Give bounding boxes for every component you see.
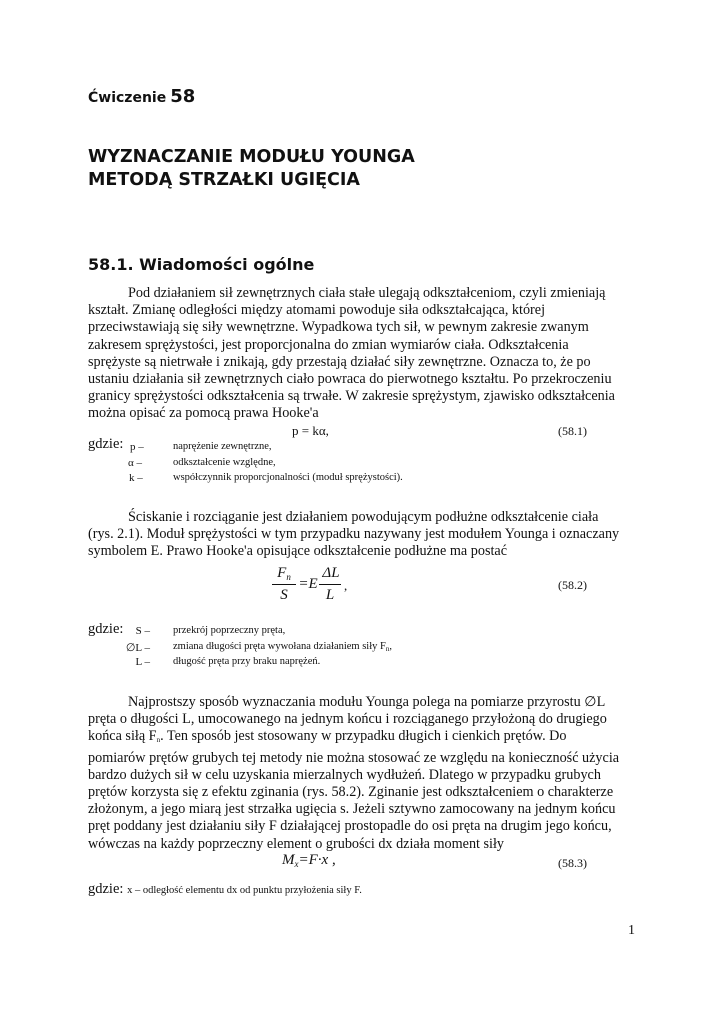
legend-1-text: współczynnik proporcjonalności (moduł sprężystości).	[173, 472, 403, 483]
page-number: 1	[628, 923, 635, 938]
paragraph-line: wówczas na każdy poprzeczny element o grubości dx działa moment siły	[88, 835, 505, 852]
legend-2-label: gdzie:	[88, 621, 124, 637]
fraction-bar	[319, 584, 341, 585]
fraction-numerator: $F_n$	[277, 565, 291, 582]
paragraph-line: symbolem E. Prawo Hooke'a opisujące odkształcenie podłużne ma postać	[88, 543, 507, 560]
exercise-number: 58	[170, 86, 196, 107]
paragraph-line: kształt. Zmianę odległości między atomami powoduje siła odkształcająca, której	[88, 302, 546, 319]
legend-2-text: przekrój poprzeczny pręta,	[173, 625, 286, 636]
fraction-denominator: L	[325, 587, 335, 603]
paragraph-line: przeciwstawiają się siły wewnętrzne. Wypadkowa tych sił, w pewnym zakresie zwanym	[88, 319, 589, 336]
legend-2-text: długość pręta przy braku naprężeń.	[173, 656, 321, 667]
paragraph-line: bardzo dużych sił w celu uzyskania mierzalnych wydłużeń. Dlatego w przypadku grubych	[88, 766, 601, 783]
equation-58-3: $M_x=F\cdot x$ ,	[282, 852, 336, 869]
paragraph-line: końca siłą Fn. Ten sposób jest stosowany w przypadku długich i cienkich prętów. Do	[88, 728, 567, 745]
legend-1-label: gdzie:	[88, 436, 124, 452]
paragraph-line: zakresem sprężystości, jest proporcjonalna do zmian wymiarów ciała. Odkształcenia	[88, 336, 569, 353]
equation-number-58-2: (58.2)	[558, 578, 587, 592]
legend-1-symbol: α –	[128, 457, 143, 469]
legend-3-text: x – odległość elementu dx od punktu przyłożenia siły F.	[127, 885, 362, 896]
title-line-1: WYZNACZANIE MODUŁU YOUNGA	[88, 147, 415, 167]
document-title	[88, 146, 415, 192]
paragraph-line: Pod działaniem sił zewnętrznych ciała stałe ulegają odkształceniom, czyli zmieniają	[128, 285, 606, 301]
legend-2-text: zmiana długości pręta wywołana działaniem siły Fn,	[173, 641, 392, 653]
legend-3-label: gdzie:	[88, 881, 124, 897]
equation-number-58-1: (58.1)	[558, 424, 587, 438]
equation-number-58-3: (58.3)	[558, 856, 587, 870]
fraction-denominator: S	[280, 587, 288, 603]
fraction-numerator: ΔL	[322, 565, 340, 581]
paragraph-line: granicy sprężystości odkształcenia są trwałe. W zakresie sprężystym, zjawisko odkształcenia	[88, 388, 615, 405]
paragraph-line: pomiarów prętów grubych tej metody nie można stosować ze względu na konieczność użycia	[88, 749, 620, 766]
section-heading: 58.1. Wiadomości ogólne	[88, 255, 315, 274]
paragraph-line: (rys. 2.1). Moduł sprężystości w tym przypadku nazywany jest modułem Younga i oznaczany	[88, 526, 620, 543]
exercise-word: Ćwiczenie	[88, 90, 167, 106]
paragraph-line: złożonym, a jego miarą jest strzałka ugięcia s. Jeżeli sztywno zamocowany na jednym końcu	[88, 801, 616, 818]
paragraph-line: można opisać za pomocą prawa Hooke'a	[88, 405, 319, 422]
paragraph-line: Najprostszy sposób wyznaczania modułu Younga polega na pomiarze przyrostu ∅L	[128, 694, 606, 710]
paragraph-line: pręta o długości L, umocowanego na jednym końcu i rozciąganego przyłożoną do drugiego	[88, 711, 607, 728]
title-line-2: METODĄ STRZAŁKI UGIĘCIA	[88, 170, 360, 190]
legend-2-symbol: S –	[135, 625, 150, 637]
legend-1-symbol: p –	[130, 441, 144, 453]
equation-58-1: p = kα,	[292, 423, 329, 438]
paragraph-1	[88, 285, 638, 423]
legend-2-symbol: L –	[135, 656, 150, 668]
equation-comma: ,	[344, 578, 348, 593]
legend-1-text: odkształcenie względne,	[173, 457, 276, 468]
legend-1-text: naprężenie zewnętrzne,	[173, 441, 272, 452]
paragraph-line: prętów korzysta się z efektu zginania (rys. 58.2). Zginanie jest odkształceniem o charakterze	[88, 784, 614, 801]
legend-1-symbol: k –	[129, 472, 143, 484]
exercise-header	[88, 86, 195, 107]
paragraph-line: Ściskanie i rozciąganie jest działaniem powodującym podłużne odkształcenie ciała	[128, 509, 599, 525]
equals-e: =E	[298, 576, 318, 592]
legend-2-symbol: ∅L –	[125, 642, 150, 654]
paragraph-3	[88, 694, 638, 853]
paragraph-line: ustaniu działania sił zewnętrznych ciało powraca do pierwotnego kształtu. Po przekroczeniu	[88, 371, 612, 388]
paragraph-2	[88, 509, 638, 561]
paragraph-line: pręt poddany jest działaniu siły F działającej prostopadle do osi pręta na drugim jego końcu,	[88, 818, 612, 835]
paragraph-line: sprężyste są nietrwałe i znikają, gdy przestają działać siły zewnętrzne. Oznacza to, że po	[88, 353, 591, 370]
fraction-bar	[272, 584, 296, 585]
legend-3	[88, 881, 362, 898]
